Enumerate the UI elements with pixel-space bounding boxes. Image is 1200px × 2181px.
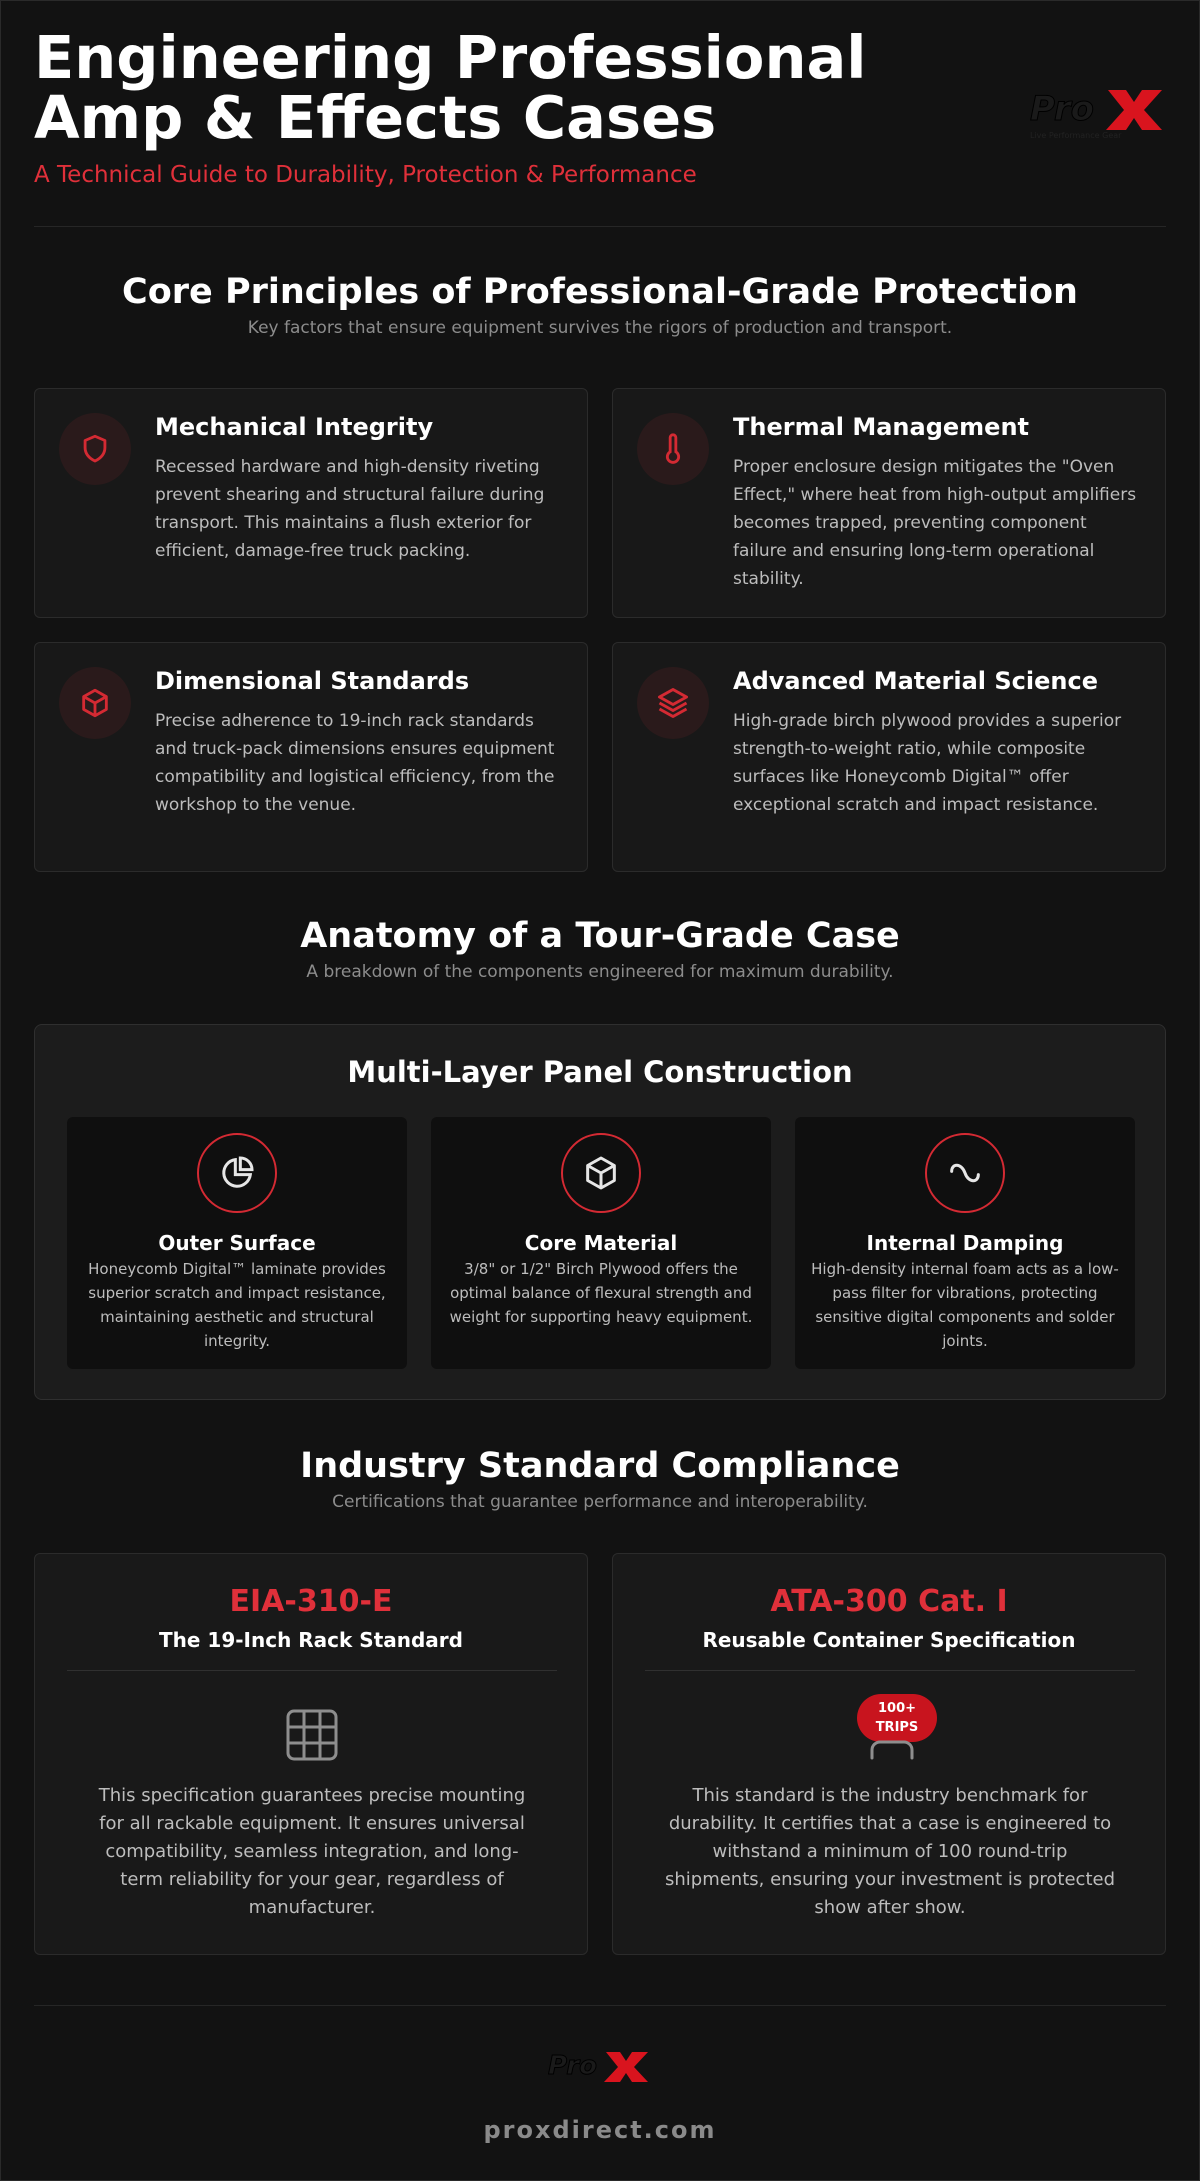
compliance-card-ata <box>612 1553 1166 1955</box>
principle-title: Mechanical Integrity <box>155 413 434 441</box>
principle-body: Precise adherence to 19-inch rack standards and truck-pack dimensions ensures equipment compatibility and logistical efficiency, from the workshop to the venue. <box>155 711 555 815</box>
principle-card-mechanical-integrity <box>34 388 588 618</box>
principle-body: Recessed hardware and high-density riveting prevent shearing and structural failure during transport. This maintains a flush exterior for efficient, damage-free truck packing. <box>155 457 545 561</box>
compliance-heading <box>0 1446 1200 1512</box>
layer-title: Core Material <box>524 1231 678 1255</box>
header-divider <box>34 226 1166 227</box>
layer-body: High-density internal foam acts as a low-pass filter for vibrations, protecting sensitive digital components and solder joints. <box>811 1260 1119 1350</box>
svg-text:Live Performance Gear: Live Performance Gear <box>1030 131 1122 140</box>
principle-card-advanced-material-science <box>612 642 1166 872</box>
layer-core-material <box>431 1117 771 1369</box>
standard-name: Reusable Container Specification <box>702 1628 1076 1652</box>
shield-icon <box>59 413 131 485</box>
layer-title: Outer Surface <box>158 1231 316 1255</box>
layer-title: Internal Damping <box>866 1231 1064 1255</box>
svg-text:Pro: Pro <box>548 2051 597 2081</box>
layer-internal-damping <box>795 1117 1135 1369</box>
principle-card-thermal-management <box>612 388 1166 618</box>
badge-count: 100+ <box>877 1701 917 1716</box>
standard-description: This standard is the industry benchmark for durability. It certifies that a case is engineered to withstand a minimum of 100 round-trip shipments, ensuring your investment is protected show after show. <box>664 1785 1116 1918</box>
compliance-card-eia <box>34 1553 588 1955</box>
handle-icon <box>869 1738 915 1764</box>
compliance-title: Industry Standard Compliance <box>300 1446 900 1486</box>
principle-title: Dimensional Standards <box>155 667 470 695</box>
standard-name: The 19-Inch Rack Standard <box>159 1628 463 1652</box>
page-subtitle: A Technical Guide to Durability, Protection & Performance <box>34 162 697 188</box>
standard-code: ATA-300 Cat. I <box>770 1584 1008 1619</box>
standard-description: This specification guarantees precise mounting for all rackable equipment. It ensures universal compatibility, seamless integration, and long-term reliability for your gear, regardless of manufacturer. <box>98 1785 526 1918</box>
panel-title: Multi-Layer Panel Construction <box>347 1055 853 1089</box>
prox-logo-footer[interactable] <box>548 2046 652 2088</box>
trips-badge <box>857 1694 937 1742</box>
principle-card-dimensional-standards <box>34 642 588 872</box>
cube-icon <box>561 1133 641 1213</box>
standard-code: EIA-310-E <box>229 1584 393 1619</box>
anatomy-heading <box>0 916 1200 982</box>
compliance-subtitle: Certifications that guarantee performance and interoperability. <box>332 1492 868 1512</box>
layers-icon <box>637 667 709 739</box>
layer-body: Honeycomb Digital™ laminate provides superior scratch and impact resistance, maintaining aesthetic and structural integrity. <box>88 1260 386 1350</box>
thermometer-icon <box>637 413 709 485</box>
principle-body: High-grade birch plywood provides a superior strength-to-weight ratio, while composite surfaces like Honeycomb Digital™ offer exceptional scratch and impact resistance. <box>733 711 1122 815</box>
layer-outer-surface <box>67 1117 407 1369</box>
principle-title: Thermal Management <box>733 413 1030 441</box>
svg-text:Pro: Pro <box>1030 89 1094 129</box>
principles-heading <box>0 272 1200 338</box>
footer-divider <box>34 2005 1166 2006</box>
card-divider <box>645 1670 1135 1671</box>
footer-url[interactable]: proxdirect.com <box>483 2116 717 2144</box>
wave-icon <box>925 1133 1005 1213</box>
principle-body: Proper enclosure design mitigates the "Oven Effect," where heat from high-output amplifiers becomes trapped, preventing component failure and ensuring long-term operational stability. <box>733 457 1137 589</box>
anatomy-subtitle: A breakdown of the components engineered for maximum durability. <box>306 962 894 982</box>
layer-body: 3/8" or 1/2" Birch Plywood offers the optimal balance of flexural strength and weight for supporting heavy equipment. <box>449 1260 753 1326</box>
prox-logo[interactable] <box>1030 82 1166 142</box>
principles-title: Core Principles of Professional-Grade Protection <box>122 272 1078 312</box>
header <box>34 23 1166 228</box>
grid-icon <box>285 1708 339 1766</box>
principle-title: Advanced Material Science <box>733 667 1098 695</box>
principles-subtitle: Key factors that ensure equipment survives the rigors of production and transport. <box>247 318 953 338</box>
card-divider <box>67 1670 557 1671</box>
badge-label: TRIPS <box>875 1720 919 1735</box>
pie-chart-icon <box>197 1133 277 1213</box>
anatomy-title: Anatomy of a Tour-Grade Case <box>300 916 900 956</box>
page-title: Engineering Professional Amp & Effects Cases <box>34 23 867 152</box>
cube-icon <box>59 667 131 739</box>
anatomy-panel <box>34 1024 1166 1400</box>
